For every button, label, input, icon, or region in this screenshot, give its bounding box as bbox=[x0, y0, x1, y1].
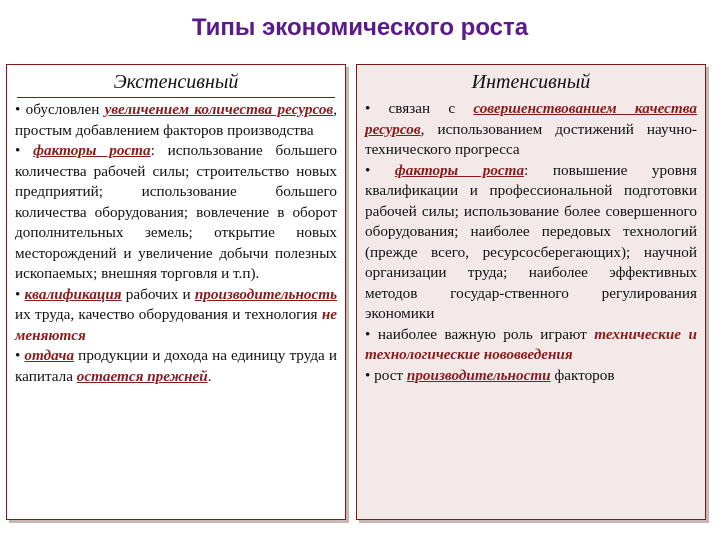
bullet: • bbox=[15, 285, 21, 303]
text: : использование большего количества рабочей силы; строительство новых предприятий; использование большего количества оборудования; вовлечение в оборот дополнительных земель; открытие новых месторождений и увеличение добычи полезных ископаемых; внешняя торговля и т.п). bbox=[15, 142, 337, 282]
extensive-body bbox=[7, 98, 345, 387]
extensive-panel bbox=[6, 64, 346, 520]
text: их труда, качество оборудования и технология bbox=[15, 306, 322, 323]
bullet: • bbox=[15, 101, 21, 118]
intensive-panel bbox=[356, 64, 706, 520]
text: : повышение уровня квалификации и профессиональной подготовки рабочей силы; использование более совершенного оборудования; наиболее передовых технологий (прежде всего, ресурсосберегающих); научной организации труда; наиболее эффективных методов государ-ственного регулирования экономики bbox=[365, 161, 697, 322]
text: обусловлен bbox=[20, 101, 105, 118]
emphasis: технические и технологические нововведения bbox=[365, 325, 697, 363]
bullet: • bbox=[365, 366, 371, 384]
intensive-paragraph-3 bbox=[365, 325, 697, 366]
text: наиболее важную роль играют bbox=[370, 325, 595, 343]
text: , простым добавлением факторов производства bbox=[15, 101, 337, 139]
emphasis: факторы роста bbox=[33, 142, 151, 159]
emphasis: совершенствованием качества ресурсов bbox=[365, 100, 697, 138]
bullet: • bbox=[15, 142, 21, 159]
text: рост bbox=[370, 366, 407, 384]
intensive-paragraph-2 bbox=[365, 161, 697, 325]
emphasis: производительности bbox=[406, 366, 551, 384]
intensive-paragraph-1 bbox=[365, 99, 697, 161]
emphasis: остается прежней bbox=[76, 367, 208, 385]
text: . bbox=[207, 367, 212, 385]
extensive-paragraph-1 bbox=[15, 100, 337, 141]
emphasis: производительность bbox=[194, 285, 338, 303]
emphasis: квалификация bbox=[24, 285, 122, 303]
slide-title: Типы экономического роста bbox=[191, 14, 529, 41]
text: связан с bbox=[370, 100, 474, 117]
bullet: • bbox=[15, 347, 21, 364]
emphasis: увеличением количества ресурсов bbox=[104, 101, 334, 118]
emphasis: не меняются bbox=[15, 306, 337, 344]
bullet: • bbox=[365, 325, 371, 343]
extensive-heading: Экстенсивный bbox=[17, 71, 335, 98]
extensive-paragraph-3 bbox=[15, 285, 337, 347]
text: рабочих и bbox=[121, 285, 195, 303]
bullet: • bbox=[365, 161, 371, 179]
intensive-body bbox=[357, 97, 705, 386]
bullet: • bbox=[365, 100, 371, 117]
emphasis: факторы роста bbox=[394, 161, 525, 179]
text: , использованием достижений научно-технического прогресса bbox=[365, 120, 697, 158]
intensive-paragraph-4 bbox=[365, 366, 697, 387]
extensive-paragraph-2 bbox=[15, 141, 337, 285]
emphasis: отдача bbox=[24, 347, 75, 364]
intensive-heading: Интенсивный bbox=[471, 71, 591, 93]
text: факторов bbox=[550, 366, 615, 384]
text: продукции и дохода на единицу труда и капитала bbox=[15, 347, 338, 385]
extensive-paragraph-4 bbox=[15, 346, 337, 387]
